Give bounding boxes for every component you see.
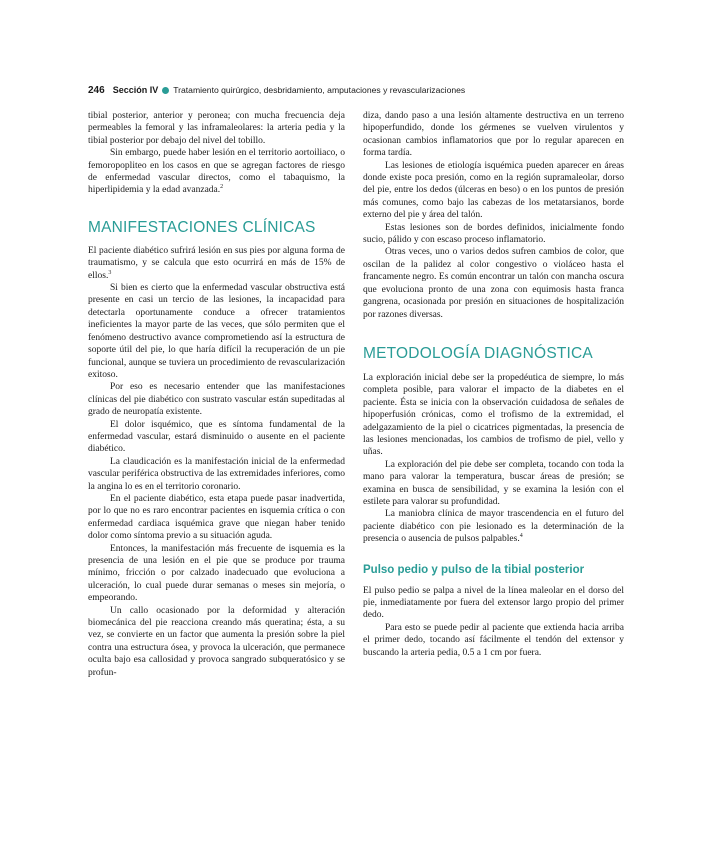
paragraph: En el paciente diabético, esta etapa puede pasar inadvertida, por lo que no es raro encontrar pacientes en isquemia crítica o con enfermedad cardiaca isquémica grave que niegan haber tenido dolor como síntoma previo a su situación aguda. — [88, 493, 345, 542]
paragraph: Otras veces, uno o varios dedos sufren cambios de color, que oscilan de la palidez al color congestivo o violáceo hasta el francamente negro. Es común encontrar un talón con mancha oscura que evoluciona pronto de una zona con equimosis hasta franca gangrena, ocasionada por presión en situaciones de hospitalización por razones diversas. — [363, 247, 624, 320]
paragraph: Un callo ocasionado por la deformidad y alteración biomecánica del pie reacciona creando más queratina; ésta, a su vez, se convierte en un factor que aumenta la presión sobre la piel contra una estructura ósea, y provoca la ulceración, que permanece oculta bajo esa callosidad y provoca sangrado subqueratósico y se profun- — [88, 605, 345, 678]
chapter-title: Tratamiento quirúrgico, desbridamiento, amputaciones y revascularizaciones — [173, 85, 466, 95]
paragraph: Sin embargo, puede haber lesión en el territorio aortoiliaco, o femoropopliteo en los casos en que se agregan factores de riesgo de enfermedad vascular directos, como el tabaquismo, la hiperlipidemia y la edad avanzada.$^2$ — [88, 148, 345, 196]
subheading-pulso-pedio: Pulso pedio y pulso de la tibial posterior — [363, 563, 585, 576]
paragraph: Las lesiones de etiología isquémica pueden aparecer en áreas donde existe poca presión, como en la región supramaleolar, dorso del pie, entre los dedos (úlceras en beso) o en los puntos de presión más comunes, como bajo las cabezas de los metatarsianos, borde externo del pie y área del talón. — [363, 160, 624, 221]
paragraph: El paciente diabético sufrirá lesión en sus pies por alguna forma de traumatismo, y se calcula que esto ocurrirá en más de 15% de ellos.$^3$ — [88, 245, 345, 281]
reference-marker: 4 — [519, 533, 523, 540]
paragraph: Entonces, la manifestación más frecuente de isquemia es la presencia de una lesión en el pie que se produce por trauma mínimo, fricción o por calzado inadecuado que evoluciona a ulceración, lo cual puede durar semanas o meses sin mejoría, o empeorando. — [88, 543, 345, 604]
paragraph: Estas lesiones son de bordes definidos, inicialmente fondo sucio, pálido y con escaso proceso inflamatorio. — [363, 222, 624, 246]
running-header — [88, 83, 648, 99]
paragraph: El pulso pedio se palpa a nivel de la línea maleolar en el dorso del pie, inmediatamente por fuera del extensor largo propio del primer dedo. — [363, 585, 624, 621]
left-column — [88, 110, 345, 679]
reference-marker: 2 — [220, 184, 224, 191]
paragraph: Para esto se puede pedir al paciente que extienda hacia arriba el primer dedo, tocando así fácilmente el tendón del extensor y buscando la arteria pedia, 0.5 a 1 cm por fuera. — [363, 622, 624, 658]
paragraph: La exploración del pie debe ser completa, tocando con toda la mano para valorar la temperatura, buscar áreas de presión; se examina en busca de sensibilidad, y se examina la lesión con el estilete para valorar su profundidad. — [363, 459, 624, 507]
section-heading-metodologia: METODOLOGÍA DIAGNÓSTICA — [363, 344, 593, 362]
reference-marker: 3 — [108, 269, 112, 276]
section-label: Sección IV — [112, 85, 159, 95]
section-heading-manifestaciones: MANIFESTACIONES CLÍNICAS — [88, 218, 316, 236]
paragraph: diza, dando paso a una lesión altamente destructiva en un terreno hipoperfundido, donde los gérmenes se vuelven virulentos y ocasionan cambios inflamatorios que por lo regular aparecen en forma tardía. — [363, 111, 624, 159]
paragraph: tibial posterior, anterior y peronea; con mucha frecuencia deja permeables la femoral y las inframaleolares: la arteria pedia y la tibial posterior por debajo del nivel del tobillo. — [88, 111, 345, 146]
paragraph: La maniobra clínica de mayor trascendencia en el futuro del paciente diabético con pie lesionado es la determinación de la presencia o ausencia de pulsos palpables.$^4$ — [363, 509, 624, 545]
paragraph: Por eso es necesario entender que las manifestaciones clínicas del pie diabético con sustrato vascular están supeditadas al grado de neuropatía existente. — [88, 382, 345, 418]
page-number: 246 — [88, 85, 105, 96]
paragraph: La exploración inicial debe ser la propedéutica de siempre, lo más completa posible, para valorar el impacto de la diabetes en el paciente. Ésta se inicia con la observación cuidadosa de señales de hipoperfusión crónicas, como el trofismo de la extremidad, el adelgazamiento de la piel o cicatrices pigmentadas, la presencia de las lesiones mencionadas, los cambios de trofismo de piel, vello y uñas. — [363, 372, 624, 458]
right-column — [363, 110, 624, 659]
bullet-dot-icon — [162, 87, 169, 94]
paragraph: La claudicación es la manifestación inicial de la enfermedad vascular periférica obstructiva de las extremidades inferiores, como la angina lo es en el territorio coronario. — [88, 456, 345, 492]
paragraph: Si bien es cierto que la enfermedad vascular obstructiva está presente en casi un tercio de las lesiones, la incapacidad para detectarla oportunamente conduce a ofrecer tratamientos ineficientes la mayor parte de las veces, que sólo permiten que el fenómeno destructivo avance comprometiendo así la estructura de soporte útil del pie, lo que haría difícil la recuperación de un pie funcional, aunque se tuviera un procedimiento de revascularización exitoso. — [88, 283, 345, 380]
paragraph: El dolor isquémico, que es síntoma fundamental de la enfermedad vascular, estará disminuido o ausente en el paciente diabético. — [88, 419, 345, 455]
